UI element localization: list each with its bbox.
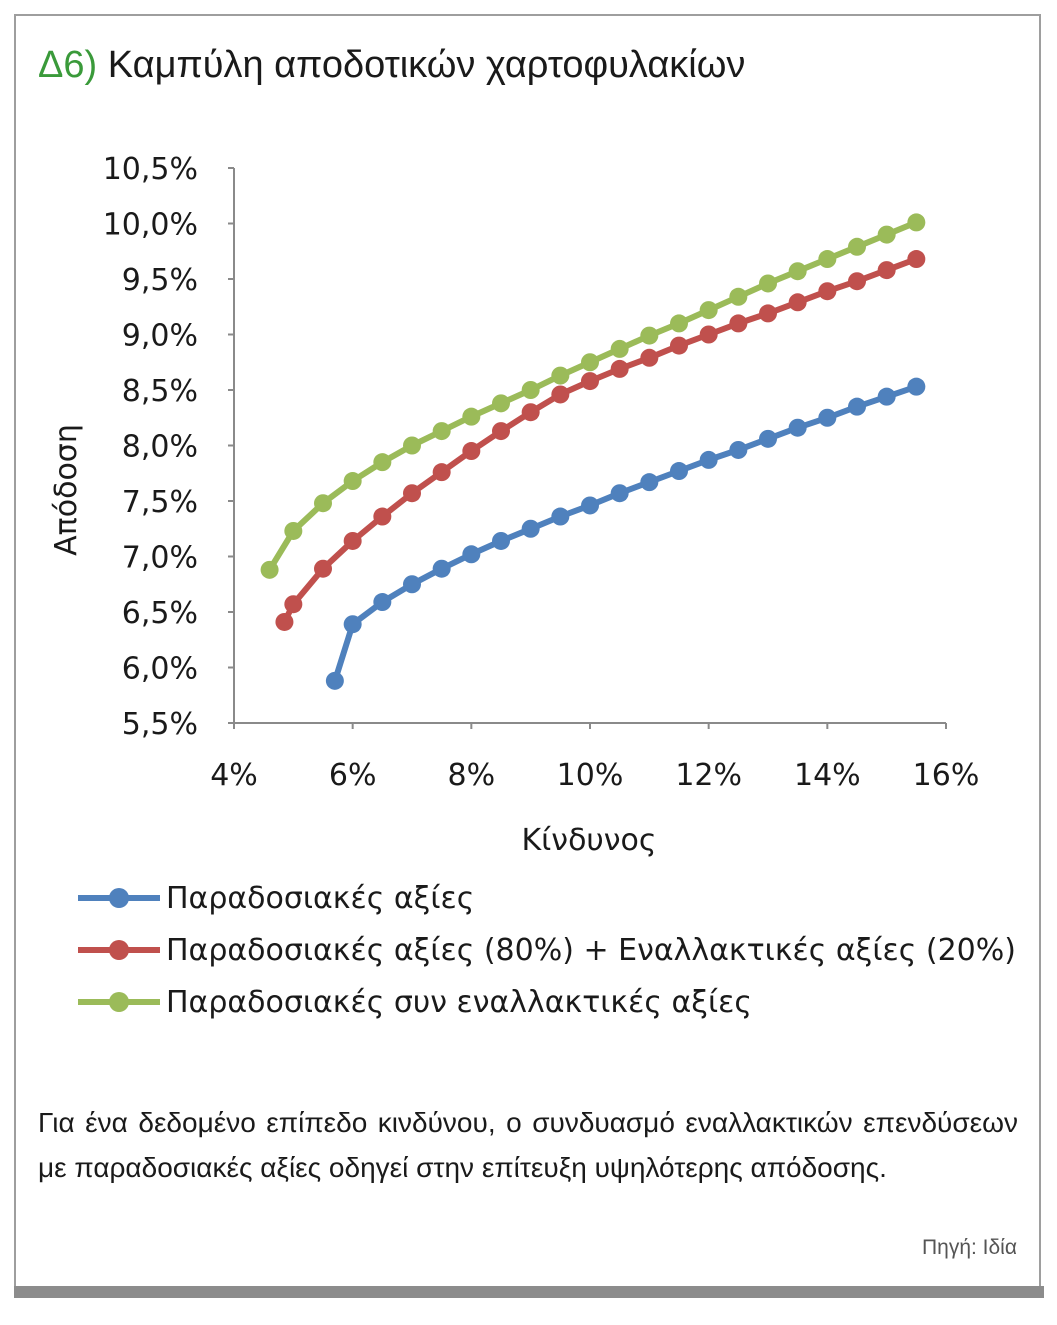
series-3 <box>261 213 926 578</box>
data-point <box>729 288 747 306</box>
data-point <box>670 337 688 355</box>
data-point <box>344 615 362 633</box>
y-tick-label: 8,0% <box>121 429 198 465</box>
x-tick-label: 12% <box>675 758 743 793</box>
data-point <box>433 560 451 578</box>
data-point <box>403 484 421 502</box>
data-point <box>818 282 836 300</box>
series-line <box>284 259 916 622</box>
data-point <box>581 372 599 390</box>
data-point <box>462 545 480 563</box>
legend-label: Παραδοσιακές συν εναλλακτικές αξίες <box>166 984 752 1020</box>
y-axis-label: Απόδοση <box>49 424 84 556</box>
legend-marker <box>109 940 129 960</box>
chart-series <box>261 213 926 689</box>
y-tick-label: 5,5% <box>121 707 198 742</box>
data-point <box>492 422 510 440</box>
data-point <box>907 250 925 268</box>
data-point <box>907 213 925 231</box>
data-point <box>551 508 569 526</box>
y-tick-label: 10,0% <box>102 207 198 243</box>
x-tick-label: 6% <box>328 758 377 793</box>
data-point <box>611 340 629 358</box>
data-point <box>373 453 391 471</box>
y-tick-label: 6,5% <box>121 596 198 631</box>
data-point <box>700 301 718 319</box>
legend-item-traditional <box>78 872 1016 924</box>
data-point <box>818 250 836 268</box>
panel-bottom-bar <box>14 1286 1044 1298</box>
series-2 <box>275 250 925 631</box>
data-point <box>314 560 332 578</box>
data-point <box>640 327 658 345</box>
data-point <box>403 575 421 593</box>
legend-label: Παραδοσιακές αξίες <box>166 880 475 916</box>
x-tick-label: 16% <box>912 758 980 793</box>
chart-legend <box>78 872 1016 1028</box>
data-point <box>492 532 510 550</box>
legend-item-combined <box>78 976 1016 1028</box>
series-1 <box>326 378 925 690</box>
data-point <box>261 561 279 579</box>
legend-item-mixed <box>78 924 1016 976</box>
data-point <box>373 508 391 526</box>
data-point <box>284 522 302 540</box>
data-point <box>522 381 540 399</box>
y-tick-label: 9,0% <box>121 318 198 354</box>
series-line <box>270 222 917 569</box>
data-point <box>433 422 451 440</box>
figure-note: Για ένα δεδομένο επίπεδο κινδύνου, ο συνδυασμό εναλλακτικών επενδύσεων με παραδοσιακές αξίες οδηγεί στην επίτευξη υψηλότερης απόδοσης. <box>38 1107 1018 1183</box>
data-point <box>848 238 866 256</box>
y-tick-label: 7,5% <box>121 485 198 520</box>
data-point <box>729 314 747 332</box>
data-point <box>522 520 540 538</box>
data-point <box>878 388 896 406</box>
data-point <box>907 378 925 396</box>
data-point <box>373 593 391 611</box>
legend-swatch <box>78 885 160 911</box>
data-point <box>759 304 777 322</box>
y-tick-label: 6,0% <box>121 651 198 687</box>
data-point <box>314 494 332 512</box>
data-point <box>700 326 718 344</box>
data-point <box>581 496 599 514</box>
data-point <box>433 463 451 481</box>
y-tick-label: 8,5% <box>121 374 198 409</box>
x-tick-label: 4% <box>210 758 258 793</box>
data-point <box>759 274 777 292</box>
data-point <box>848 272 866 290</box>
data-point <box>759 430 777 448</box>
data-point <box>700 451 718 469</box>
legend-swatch <box>78 989 160 1015</box>
y-tick-label: 9,5% <box>121 263 198 298</box>
y-tick-label: 7,0% <box>121 540 198 576</box>
data-point <box>640 349 658 367</box>
x-axis-label: Κίνδυνος <box>521 823 657 858</box>
x-tick-label: 10% <box>556 758 624 793</box>
series-line <box>335 387 916 681</box>
data-point <box>403 437 421 455</box>
x-tick-label: 14% <box>793 758 861 793</box>
data-point <box>344 472 362 490</box>
data-point <box>326 672 344 690</box>
data-point <box>581 353 599 371</box>
data-point <box>522 403 540 421</box>
data-point <box>789 262 807 280</box>
data-point <box>611 360 629 378</box>
data-point <box>551 385 569 403</box>
data-point <box>611 484 629 502</box>
data-point <box>818 409 836 427</box>
data-point <box>462 442 480 460</box>
data-point <box>878 261 896 279</box>
legend-swatch <box>78 937 160 963</box>
figure-code: Δ6) <box>38 44 98 86</box>
figure-title-text: Καμπύλη αποδοτικών χαρτοφυλακίων <box>107 44 746 86</box>
data-point <box>492 394 510 412</box>
data-point <box>878 226 896 244</box>
figure-source: Πηγή: Ιδία <box>921 1236 1017 1259</box>
x-tick-label: 8% <box>447 758 496 793</box>
legend-marker <box>109 992 129 1012</box>
data-point <box>551 367 569 385</box>
data-point <box>462 408 480 426</box>
data-point <box>670 462 688 480</box>
data-point <box>670 314 688 332</box>
data-point <box>284 595 302 613</box>
legend-label: Παραδοσιακές αξίες (80%) + Εναλλακτικές αξίες (20%) <box>166 932 1016 968</box>
data-point <box>848 398 866 416</box>
legend-marker <box>109 888 129 908</box>
data-point <box>729 441 747 459</box>
data-point <box>344 532 362 550</box>
data-point <box>789 293 807 311</box>
y-tick-label: 10,5% <box>102 152 198 187</box>
data-point <box>640 473 658 491</box>
data-point <box>275 613 293 631</box>
data-point <box>789 419 807 437</box>
